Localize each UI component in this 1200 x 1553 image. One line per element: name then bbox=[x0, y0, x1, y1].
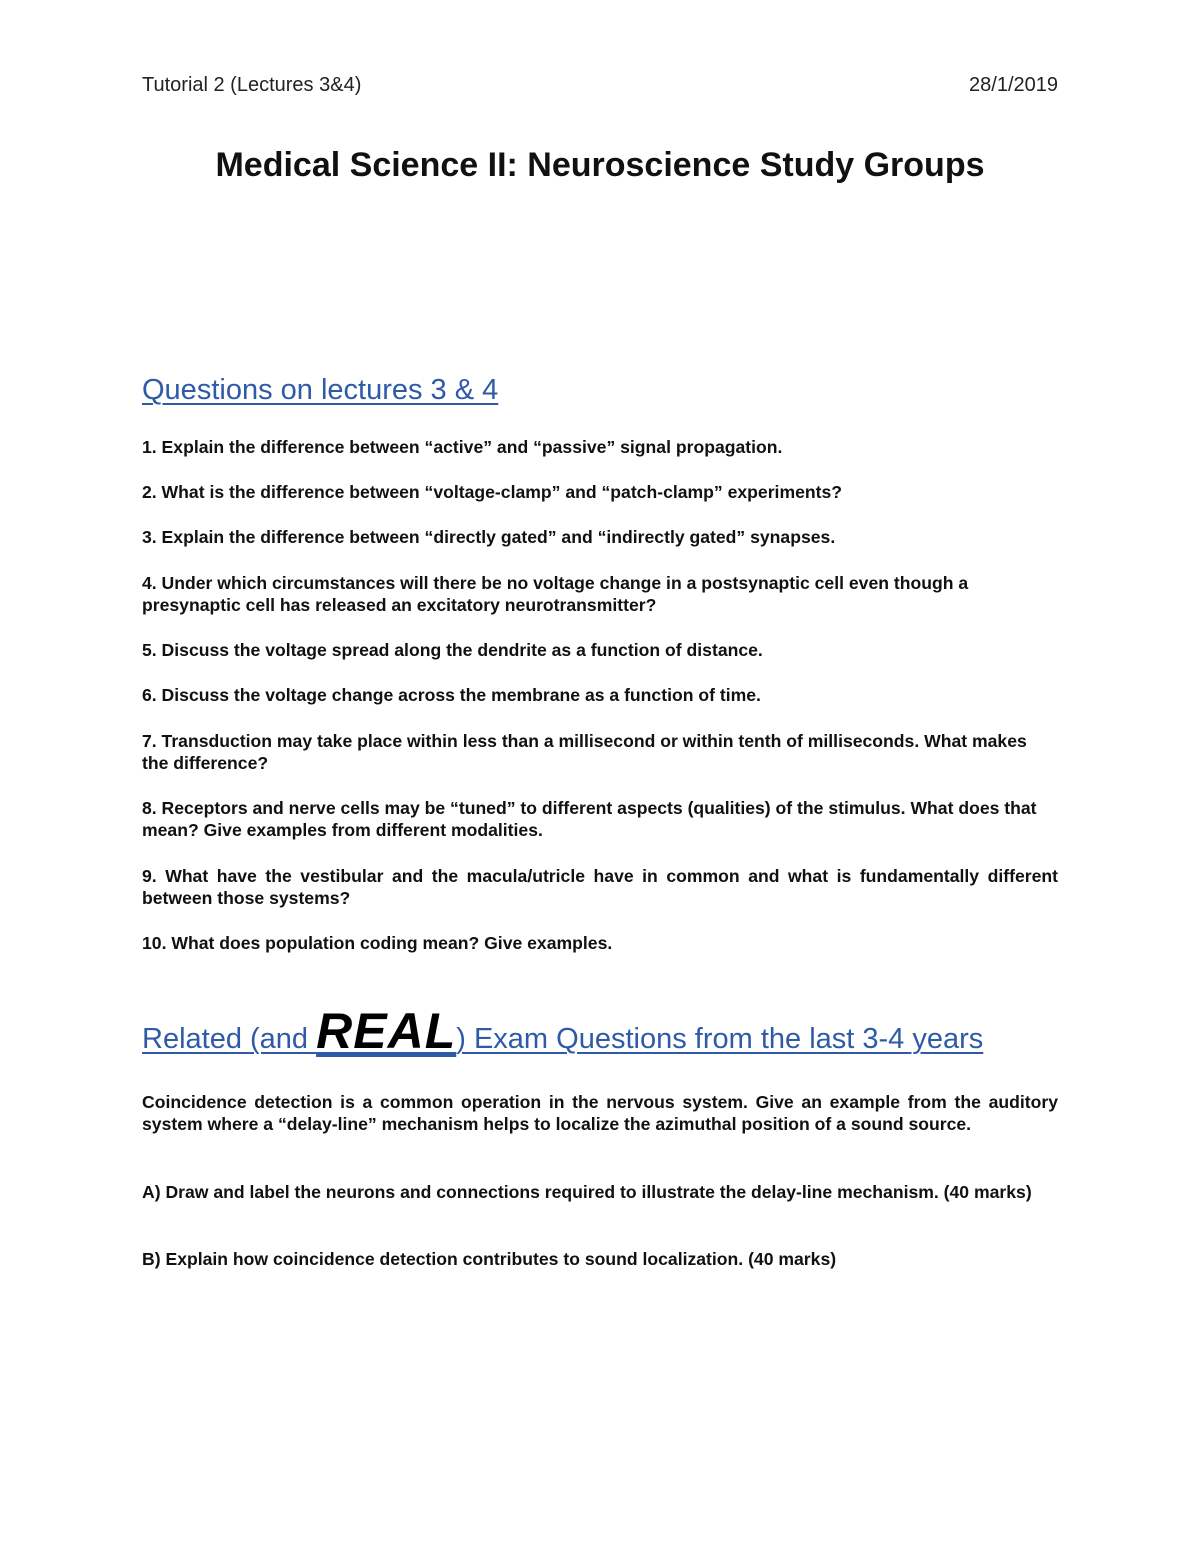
exam-heading-emphasis: REAL bbox=[316, 1003, 457, 1059]
header-tutorial-label: Tutorial 2 (Lectures 3&4) bbox=[142, 74, 362, 96]
question-7: 7. Transduction may take place within less than a millisecond or within tenth of milliseconds. What makes the difference? bbox=[142, 731, 1027, 773]
exam-question-intro: Coincidence detection is a common operation in the nervous system. Give an example from the auditory system where a “delay-line” mechanism helps to localize the azimuthal position of a sound source. bbox=[142, 1092, 1058, 1134]
question-10: 10. What does population coding mean? Give examples. bbox=[142, 933, 613, 953]
page-title: Medical Science II: Neuroscience Study Groups bbox=[215, 146, 985, 184]
question-4: 4. Under which circumstances will there be no voltage change in a postsynaptic cell even though a presynaptic cell has released an excitatory neurotransmitter? bbox=[142, 573, 969, 615]
exam-question-part-b: B) Explain how coincidence detection contributes to sound localization. (40 marks) bbox=[142, 1249, 837, 1269]
section-heading-exam-questions bbox=[142, 1003, 984, 1059]
exam-heading-suffix: ) Exam Questions from the last 3-4 years bbox=[456, 1023, 984, 1055]
question-2: 2. What is the difference between “voltage-clamp” and “patch-clamp” experiments? bbox=[142, 482, 843, 502]
question-8: 8. Receptors and nerve cells may be “tuned” to different aspects (qualities) of the stimulus. What does that mean? Give examples from different modalities. bbox=[142, 798, 1037, 840]
question-3: 3. Explain the difference between “directly gated” and “indirectly gated” synapses. bbox=[142, 527, 836, 547]
question-9: 9. What have the vestibular and the macula/utricle have in common and what is fundamentally different between those systems? bbox=[142, 866, 1058, 908]
exam-heading-prefix: Related (and bbox=[142, 1023, 317, 1055]
question-1: 1. Explain the difference between “active” and “passive” signal propagation. bbox=[142, 437, 783, 457]
exam-question-part-a: A) Draw and label the neurons and connections required to illustrate the delay-line mechanism. (40 marks) bbox=[142, 1182, 1032, 1202]
question-5: 5. Discuss the voltage spread along the dendrite as a function of distance. bbox=[142, 640, 763, 660]
header-date: 28/1/2019 bbox=[969, 74, 1058, 96]
question-6: 6. Discuss the voltage change across the membrane as a function of time. bbox=[142, 685, 761, 705]
section-heading-lecture-questions: Questions on lectures 3 & 4 bbox=[142, 374, 499, 406]
